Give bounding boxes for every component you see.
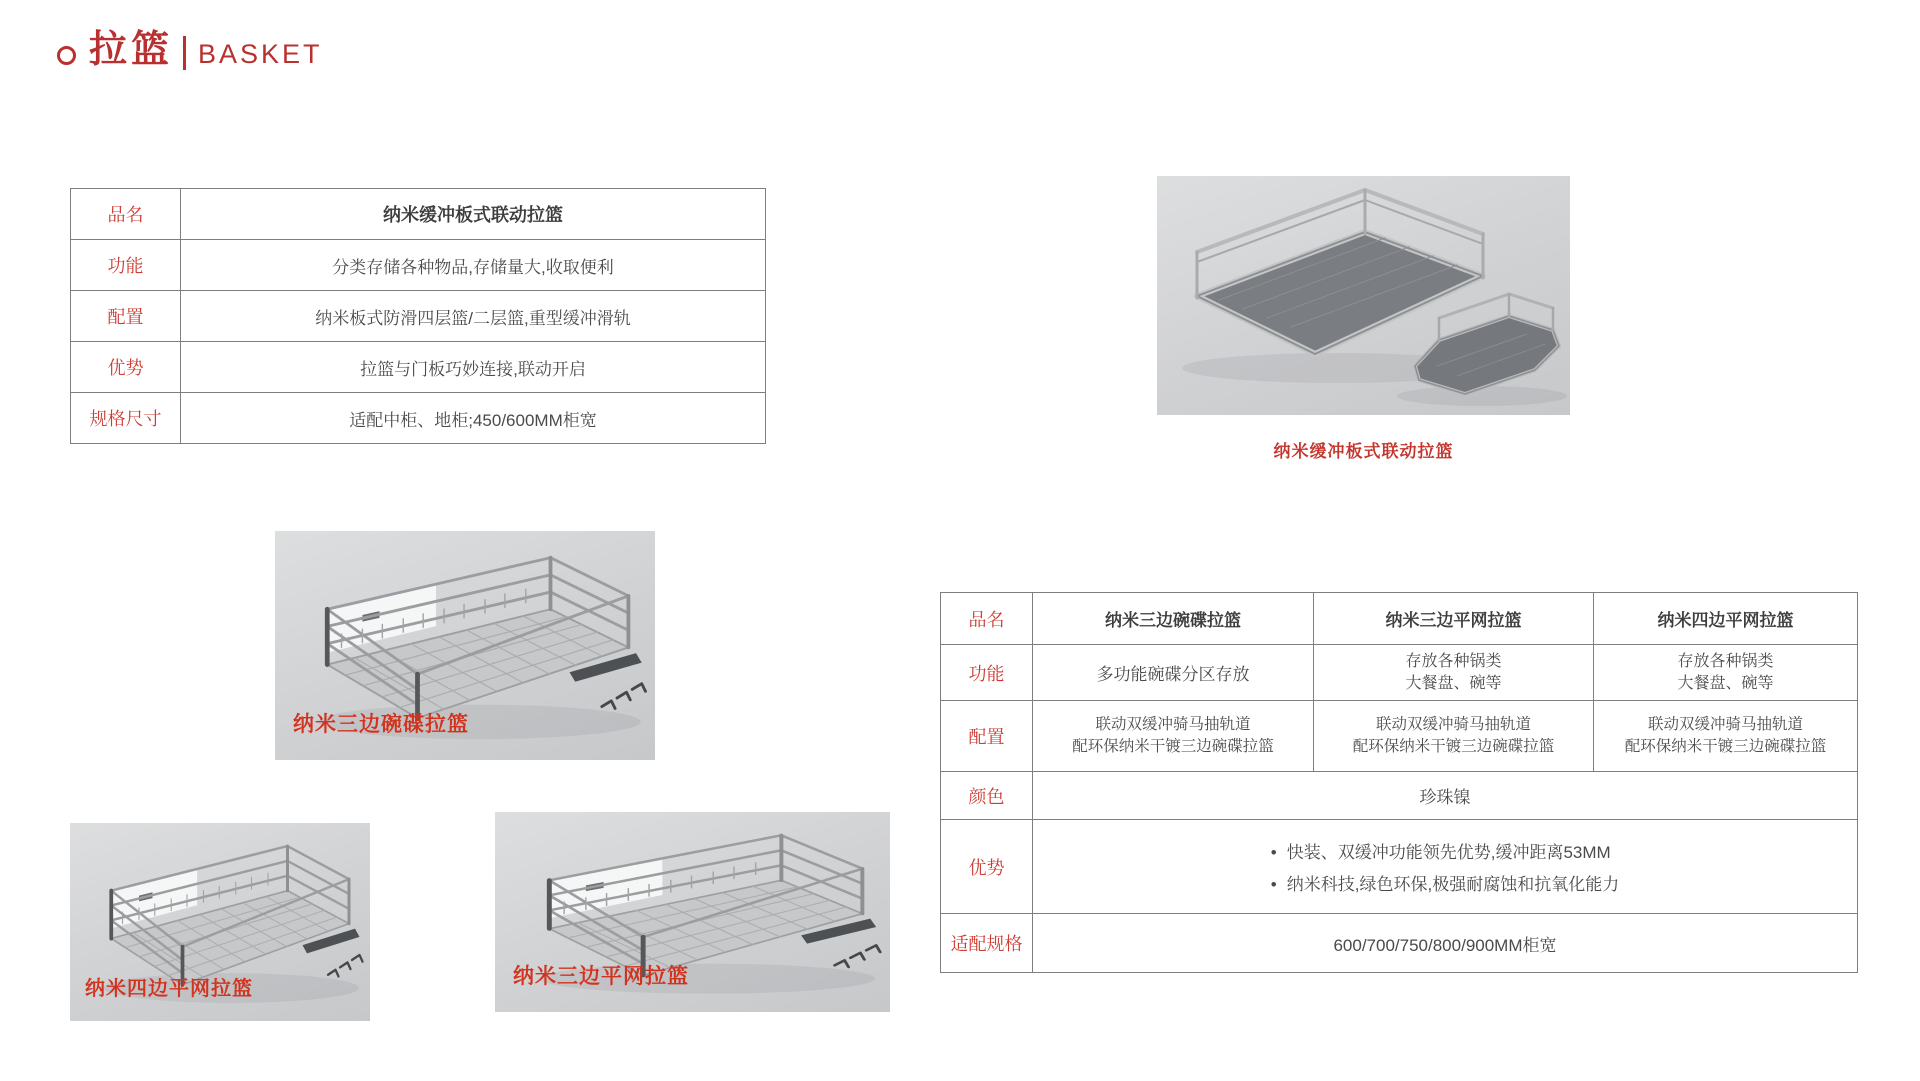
table-row [71, 291, 766, 342]
cell-line: 大餐盘、碗等 [1677, 674, 1774, 692]
product-photo-three-side-flat-basket [495, 812, 890, 1012]
row-label: 规格尺寸 [71, 393, 181, 444]
table-row [941, 772, 1858, 820]
row-label: 优势 [941, 820, 1033, 914]
row-value [1594, 645, 1858, 701]
row-value: 纳米板式防滑四层篮/二层篮,重型缓冲滑轨 [181, 291, 766, 342]
cell-line: 联动双缓冲骑马抽轨道 [1095, 716, 1251, 734]
row-value: 拉篮与门板巧妙连接,联动开启 [181, 342, 766, 393]
row-value: 适配中柜、地柜;450/600MM柜宽 [181, 393, 766, 444]
row-label: 功能 [71, 240, 181, 291]
row-value: 珍珠镍 [1033, 772, 1858, 820]
table-row [71, 240, 766, 291]
table-row [941, 701, 1858, 772]
table-row [71, 189, 766, 240]
cell-line: 存放各种锅类 [1405, 652, 1502, 670]
row-label: 颜色 [941, 772, 1033, 820]
page-title: 拉篮 [89, 29, 174, 71]
row-label: 功能 [941, 645, 1033, 701]
table-row [941, 593, 1858, 645]
row-label: 优势 [71, 342, 181, 393]
row-value: 分类存储各种物品,存储量大,收取便利 [181, 240, 766, 291]
product-photo-three-side-dish-basket [275, 531, 655, 760]
row-value [1033, 645, 1314, 701]
page-header [57, 30, 323, 70]
advantage-list [1271, 838, 1619, 895]
row-value [1314, 645, 1594, 701]
cell-line: 配环保纳米干镀三边碗碟拉篮 [1352, 738, 1555, 755]
row-value [1594, 701, 1858, 772]
table-row [71, 342, 766, 393]
cell-line: 存放各种锅类 [1677, 652, 1774, 670]
product-name-cell: 纳米四边平网拉篮 [1594, 593, 1858, 645]
row-label: 配置 [71, 291, 181, 342]
row-label: 品名 [941, 593, 1033, 645]
product-photo-four-side-flat-basket [70, 823, 370, 1021]
bullet-ring-icon [57, 46, 76, 65]
cell-line: 配环保纳米干镀三边碗碟拉篮 [1072, 738, 1274, 755]
table-row [941, 645, 1858, 701]
row-value: 纳米缓冲板式联动拉篮 [181, 189, 766, 240]
advantage-item: • 纳米科技,绿色环保,极强耐腐蚀和抗氧化能力 [1271, 870, 1619, 895]
left-spec-table [70, 188, 766, 444]
photo-caption: 纳米三边碗碟拉篮 [293, 713, 469, 736]
cell-line: 多功能碗碟分区存放 [1096, 665, 1250, 684]
table-row [941, 820, 1858, 914]
row-label: 配置 [941, 701, 1033, 772]
photo-caption: 纳米三边平网拉篮 [513, 965, 689, 988]
cell-line: 联动双缓冲骑马抽轨道 [1647, 716, 1803, 734]
row-value: 600/700/750/800/900MM柜宽 [1033, 914, 1858, 973]
product-photo-buffer-linkage-basket [1157, 176, 1570, 415]
row-label: 品名 [71, 189, 181, 240]
cell-line: 联动双缓冲骑马抽轨道 [1375, 716, 1531, 734]
photo-caption: 纳米四边平网拉篮 [85, 978, 253, 1000]
row-value [1033, 701, 1314, 772]
advantage-item: • 快装、双缓冲功能领先优势,缓冲距离53MM [1271, 838, 1619, 863]
photo-caption: 纳米缓冲板式联动拉篮 [1273, 442, 1454, 461]
row-value [1033, 820, 1858, 914]
cell-line: 配环保纳米干镀三边碗碟拉篮 [1624, 738, 1827, 755]
table-row [71, 393, 766, 444]
cell-line: 大餐盘、碗等 [1405, 674, 1502, 692]
product-name-cell: 纳米三边碗碟拉篮 [1033, 593, 1314, 645]
product-name-cell: 纳米三边平网拉篮 [1314, 593, 1594, 645]
table-row [941, 914, 1858, 973]
title-divider [183, 36, 186, 70]
right-spec-table [940, 592, 1858, 973]
row-value [1314, 701, 1594, 772]
page-subtitle: BASKET [198, 38, 323, 69]
row-label: 适配规格 [941, 914, 1033, 973]
